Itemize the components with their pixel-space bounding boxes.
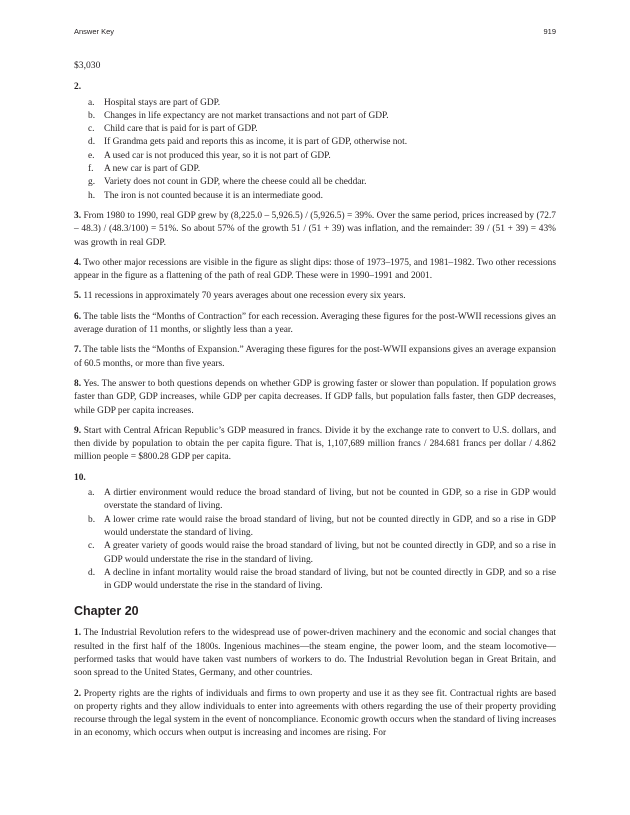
list-item [74,136,556,149]
answer-10-list [74,487,556,593]
answer-text: The Industrial Revolution refers to the widespread use of power-driven machinery and the economic and social changes that resulted in the first half of the 1800s. Ingenious machines—the steam engine, the power loom, and the steam locomotive—performed tasks that would have taken vast numbers of workers to do. The Industrial Revolution began in Great Britain, and soon spread to the United States, Germany, and other countries. [74,628,556,679]
list-text: A lower crime rate would raise the broad standard of living, but not be counted directly in GDP, and so a rise in GDP would understate the standard of living. [104,514,556,538]
list-text: Hospital stays are part of GDP. [104,97,221,108]
answer-number: 10. [74,472,86,483]
answer-7 [74,344,556,371]
answer-number: 6. [74,311,82,322]
list-item [74,514,556,541]
answer-number: 1. [74,628,82,639]
list-marker: d. [88,137,96,148]
answer-text: Two other major recessions are visible in the figure as slight dips: those of 1973–1975, and 1981–1982. Two other recessions appear in the figure as a flattening of the path of real GDP. These were in 1990–1991 and 2001. [74,257,556,282]
answer-text: 11 recessions in approximately 70 years averages about one recession every six years. [83,291,406,302]
list-text: A new car is part of GDP. [104,164,201,175]
answer-text: From 1980 to 1990, real GDP grew by (8,225.0 – 5,926.5) / (5,926.5) = 39%. Over the same period, prices increased by (72.7 – 48.3) / (48.3/100) = 51%. So about 57% of the growth 51 / (51 + 39) was inflation, and the remainder: 39 / (51 + 39) = 43% was growth in real GDP. [74,210,556,248]
answer-text: Yes. The answer to both questions depends on whether GDP is growing faster or slower than population. If population grows faster than GDP, GDP increases, while GDP per capita decreases. If GDP falls, but population falls faster, then GDP decreases, while GDP per capita increases. [74,378,556,416]
list-marker: e. [88,150,95,161]
list-marker: a. [88,97,95,108]
running-header [74,27,556,39]
list-marker: d. [88,567,96,578]
page-body [74,59,556,748]
list-marker: f. [88,164,94,175]
list-marker: a. [88,488,95,499]
answer-9 [74,425,556,465]
list-marker: c. [88,541,95,552]
list-text: A decline in infant mortality would raise the broad standard of living, but not be counted directly in GDP, and so a rise in GDP would understate the rise in the standard of living. [104,567,556,592]
list-item [74,97,556,110]
list-text: Variety does not count in GDP, where the cheese could all be cheddar. [104,177,367,188]
list-item [74,540,556,567]
answer-text: The table lists the “Months of Contraction” for each recession. Averaging these figures for the post-WWII recessions gives an average duration of 11 months, or slightly less than a year. [74,311,556,336]
answer-text: Start with Central African Republic’s GDP measured in francs. Divide it by the exchange rate to convert to U.S. dollars, and then divide by population to obtain the per capita figure. That is, 1,107,689 million francs / 284.681 francs per dollar / 4.862 million people = $800.28 GDP per capita. [74,425,557,463]
answer-number: 8. [74,378,82,389]
list-item [74,190,556,203]
answer-number: 7. [74,345,82,356]
list-marker: b. [88,110,96,121]
list-text: A dirtier environment would reduce the broad standard of living, but not be counted in GDP, so a rise in GDP would overstate the standard of living. [104,488,556,512]
answer-number: 4. [74,257,82,268]
answer-number: 9. [74,425,82,436]
answer-text: The table lists the “Months of Expansion.” Averaging these figures for the post-WWII expansions gives an average expansion of 60.5 months, or more than five years. [74,345,556,369]
list-text: A greater variety of goods would raise the broad standard of living, but not be counted directly in GDP, and so a rise in GDP would understate the rise in the standard of living. [104,541,556,565]
list-item [74,123,556,136]
list-item [74,567,556,594]
answer-6 [74,311,556,338]
answer-5 [74,290,556,303]
list-item [74,150,556,163]
answer-10 [74,472,556,594]
list-text: A used car is not produced this year, so it is not part of GDP. [104,150,331,161]
chapter-answer-1 [74,627,556,680]
list-text: Changes in life expectancy are not market transactions and not part of GDP. [104,110,389,121]
answer-8 [74,378,556,418]
answer-text: Property rights are the rights of individuals and firms to own property and use it as they see fit. Contractual rights are based on property rights and they allow individuals to enter into agreements with others regarding the use of their property providing recourse through the legal system in the event of noncompliance. Economic growth occurs when the standard of living increases in an economy, which occurs when output is increasing and incomes are rising. For [74,688,557,739]
answer-number: 2. [74,82,82,93]
list-item [74,487,556,514]
chapter-answer-2 [74,688,556,741]
header-section-title: Answer Key [74,27,115,36]
list-marker: h. [88,190,96,201]
page-number: 919 [543,27,556,36]
list-marker: g. [88,177,96,188]
answer-4 [74,257,556,284]
answer-number: 2. [74,688,82,699]
list-marker: b. [88,514,96,525]
answer-2-list [74,97,556,203]
list-item [74,163,556,176]
list-text: Child care that is paid for is part of GDP. [104,124,258,135]
list-text: The iron is not counted because it is an intermediate good. [104,190,323,201]
chapter-heading: Chapter 20 [74,604,139,619]
answer-value: $3,030 [74,60,101,71]
list-item [74,176,556,189]
answer-3 [74,210,556,250]
answer-number: 3. [74,210,82,221]
answer-number: 5. [74,291,82,302]
answer-2 [74,81,556,203]
list-marker: c. [88,124,95,135]
list-text: If Grandma gets paid and reports this as income, it is part of GDP, otherwise not. [104,137,408,148]
list-item [74,110,556,123]
